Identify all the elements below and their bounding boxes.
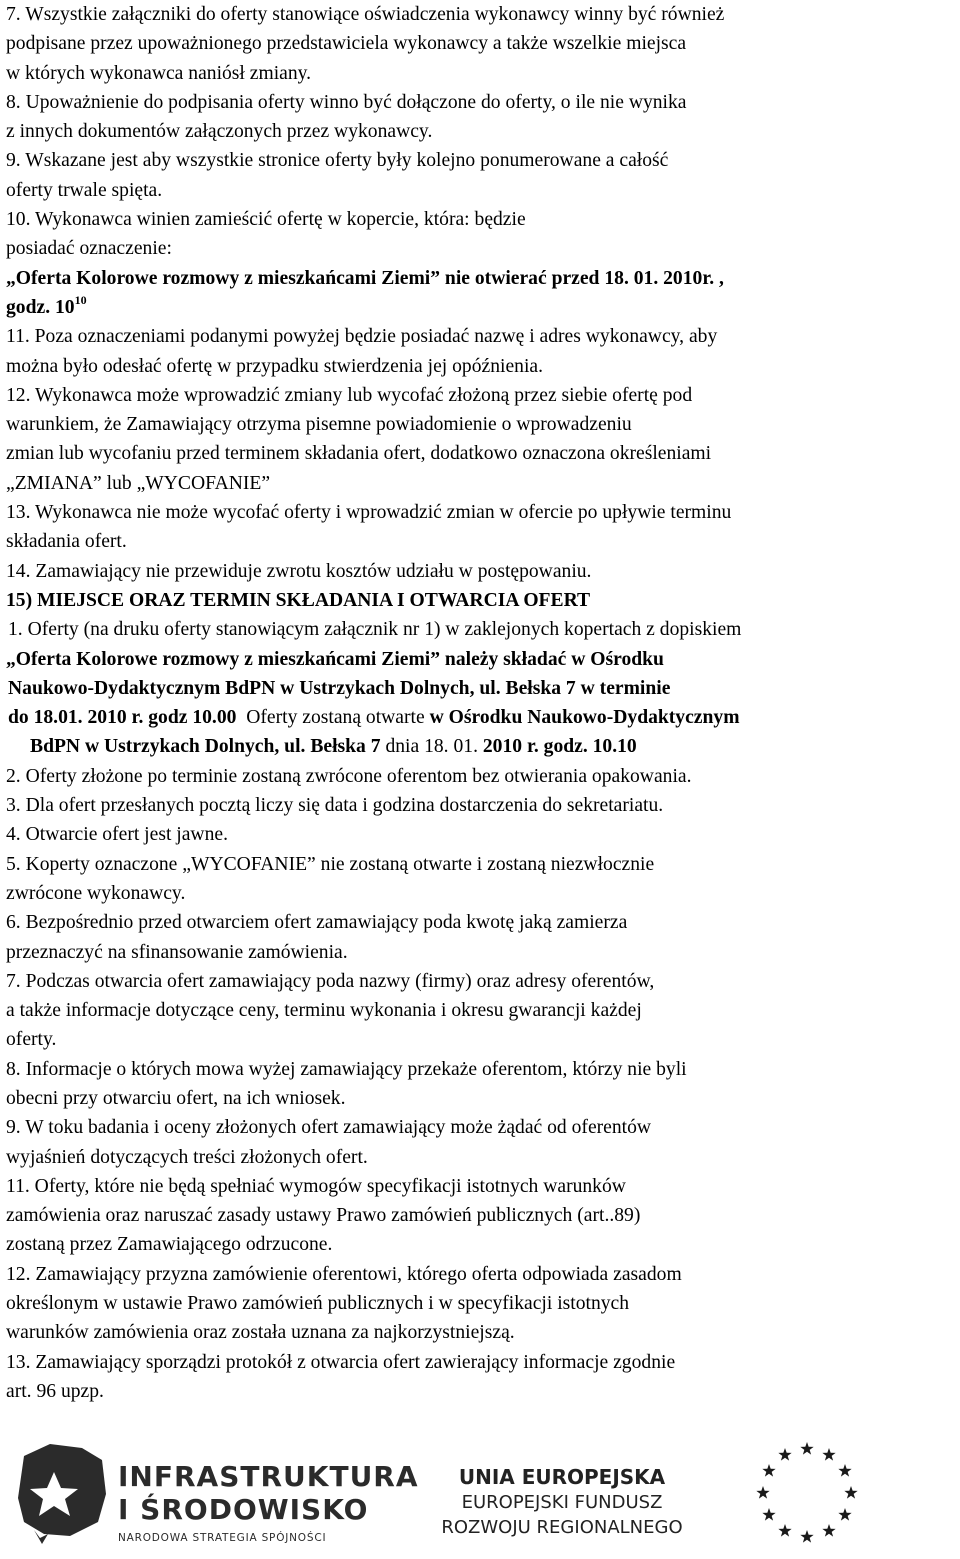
text-line: „ZMIANA” lub „WYCOFANIE” — [6, 472, 271, 494]
logo-center-line1: UNIA EUROPEJSKA — [458, 1465, 666, 1489]
text-line: 2. Oferty złożone po terminie zostaną zwrócone oferentom bez otwierania opakowania. — [6, 765, 692, 787]
time-label: godz. 10 — [6, 296, 75, 318]
text-line: określonym w ustawie Prawo zamówień publicznych i w specyfikacji istotnych — [6, 1293, 630, 1315]
text-line: zostaną przez Zamawiającego odrzucone. — [6, 1234, 333, 1256]
document-body — [6, 0, 958, 1406]
opening-address: BdPN w Ustrzykach Dolnych, ul. Bełska 7 — [30, 736, 381, 758]
text-line: obecni przy otwarciu ofert, na ich wniosek. — [6, 1087, 346, 1109]
text-line: 6. Bezpośrednio przed otwarciem ofert zamawiający poda kwotę jaką zamierza — [6, 912, 628, 934]
time-superscript: 10 — [74, 292, 87, 307]
text-line: warunków zamówienia oraz została uznana za najkorzystniejszą. — [6, 1322, 515, 1344]
text-line: w których wykonawca naniósł zmiany. — [6, 62, 312, 84]
text-line: art. 96 upzp. — [6, 1380, 104, 1402]
text-line: 13. Wykonawca nie może wycofać oferty i wprowadzić zmian w ofercie po upływie terminu — [6, 502, 732, 524]
address-line: Naukowo-Dydaktycznym BdPN w Ustrzykach Dolnych, ul. Bełska 7 w terminie — [8, 677, 671, 699]
text-line: 9. Wskazane jest aby wszystkie stronice oferty były kolejno ponumerowane a całość — [6, 150, 669, 172]
opening-line — [6, 732, 958, 761]
text-line: 9. W toku badania i oceny złożonych ofert zamawiający może żądać od oferentów — [6, 1117, 652, 1139]
text-line: składania ofert. — [6, 531, 127, 553]
text-line: 10. Wykonawca winien zamieścić ofertę w kopercie, która: będzie — [6, 209, 526, 231]
text-line: 3. Dla ofert przesłanych pocztą liczy się data i godzina dostarczenia do sekretariatu. — [6, 795, 664, 817]
opening-time: 2010 r. godz. 10.10 — [482, 736, 637, 758]
text-line: 8. Upoważnienie do podpisania oferty winno być dołączone do oferty, o ile nie wynika — [6, 91, 687, 113]
text-line: 11. Poza oznaczeniami podanymi powyżej będzie posiadać nazwę i adres wykonawcy, aby — [6, 326, 718, 348]
logo-left-line1: INFRASTRUKTURA — [118, 1460, 419, 1493]
opening-date: dnia 18. 01. — [385, 736, 478, 758]
text-line: 7. Podczas otwarcia ofert zamawiający poda nazwy (firmy) oraz adresy oferentów, — [6, 970, 655, 992]
envelope-time-line — [6, 293, 958, 322]
eu-fund-logo — [412, 1464, 712, 1554]
text-line: zmian lub wycofaniu przed terminem składania ofert, dodatkowo oznaczona określeniami — [6, 443, 712, 465]
text-line: a także informacje dotyczące ceny, terminu wykonania i okresu gwarancji każdej — [6, 1000, 642, 1022]
text-line: 12. Wykonawca może wprowadzić zmiany lub wycofać złożoną przez siebie ofertę pod — [6, 384, 693, 406]
text-line: zamówienia oraz naruszać zasady ustawy Prawo zamówień publicznych (art..89) — [6, 1205, 641, 1227]
text-line: posiadać oznaczenie: — [6, 238, 172, 260]
text-line: 1. Oferty (na druku oferty stanowiącym załącznik nr 1) w zaklejonych kopertach z dopiskiem — [8, 619, 742, 641]
deadline-date: do 18.01. 2010 r. godz 10.00 — [8, 707, 237, 729]
text-line: zwrócone wykonawcy. — [6, 882, 186, 904]
poland-map-star-icon — [10, 1438, 110, 1548]
text-line: 13. Zamawiający sporządzi protokół z otwarcia ofert zawierający informacje zgodnie — [6, 1351, 676, 1373]
text-line: 12. Zamawiający przyzna zamówienie oferentowi, którego oferta odpowiada zasadom — [6, 1263, 682, 1285]
logo-left-line3: NARODOWA STRATEGIA SPÓJNOŚCI — [118, 1532, 327, 1544]
text-line: z innych dokumentów załączonych przez wykonawcy. — [6, 121, 433, 143]
text-line: 4. Otwarcie ofert jest jawne. — [6, 824, 228, 846]
footer-logos — [0, 1420, 960, 1559]
section-heading: 15) MIEJSCE ORAZ TERMIN SKŁADANIA I OTWARCIA OFERT — [6, 589, 591, 611]
eu-stars-icon — [742, 1428, 872, 1558]
text-line: podpisane przez upoważnionego przedstawiciela wykonawcy a także wszelkie miejsca — [6, 33, 687, 55]
logo-left-line2: I ŚRODOWISKO — [118, 1493, 369, 1526]
text-line: oferty. — [6, 1029, 57, 1051]
text-line: można było odesłać ofertę w przypadku stwierdzenia jej opóźnienia. — [6, 355, 543, 377]
text-line: 8. Informacje o których mowa wyżej zamawiający przekaże oferentom, którzy nie byli — [6, 1058, 687, 1080]
opening-text: Oferty zostaną otwarte — [246, 707, 425, 729]
text-line: warunkiem, że Zamawiający otrzyma pisemne powiadomienie o wprowadzeniu — [6, 414, 632, 436]
envelope-marking-line: „Oferta Kolorowe rozmowy z mieszkańcami Ziemi” należy składać w Ośrodku — [6, 648, 664, 670]
text-line: 14. Zamawiający nie przewiduje zwrotu kosztów udziału w postępowaniu. — [6, 560, 592, 582]
envelope-marking-line: „Oferta Kolorowe rozmowy z mieszkańcami Ziemi” nie otwierać przed 18. 01. 2010r. , — [6, 267, 724, 289]
text-line: 5. Koperty oznaczone „WYCOFANIE” nie zostaną otwarte i zostaną niezwłocznie — [6, 853, 655, 875]
text-line: oferty trwale spięta. — [6, 179, 163, 201]
infrastruktura-srodowisko-logo — [10, 1438, 419, 1548]
text-line: 11. Oferty, które nie będą spełniać wymogów specyfikacji istotnych warunków — [6, 1175, 626, 1197]
logo-center-line2: EUROPEJSKI FUNDUSZ — [461, 1492, 663, 1513]
text-line: 7. Wszystkie załączniki do oferty stanowiące oświadczenia wykonawcy winny być również — [6, 4, 725, 25]
opening-place: w Ośrodku Naukowo-Dydaktycznym — [429, 707, 740, 729]
deadline-line — [6, 703, 958, 732]
logo-center-line3: ROZWOJU REGIONALNEGO — [441, 1517, 683, 1538]
text-line: przeznaczyć na sfinansowanie zamówienia. — [6, 941, 348, 963]
text-line: wyjaśnień dotyczących treści złożonych ofert. — [6, 1146, 368, 1168]
